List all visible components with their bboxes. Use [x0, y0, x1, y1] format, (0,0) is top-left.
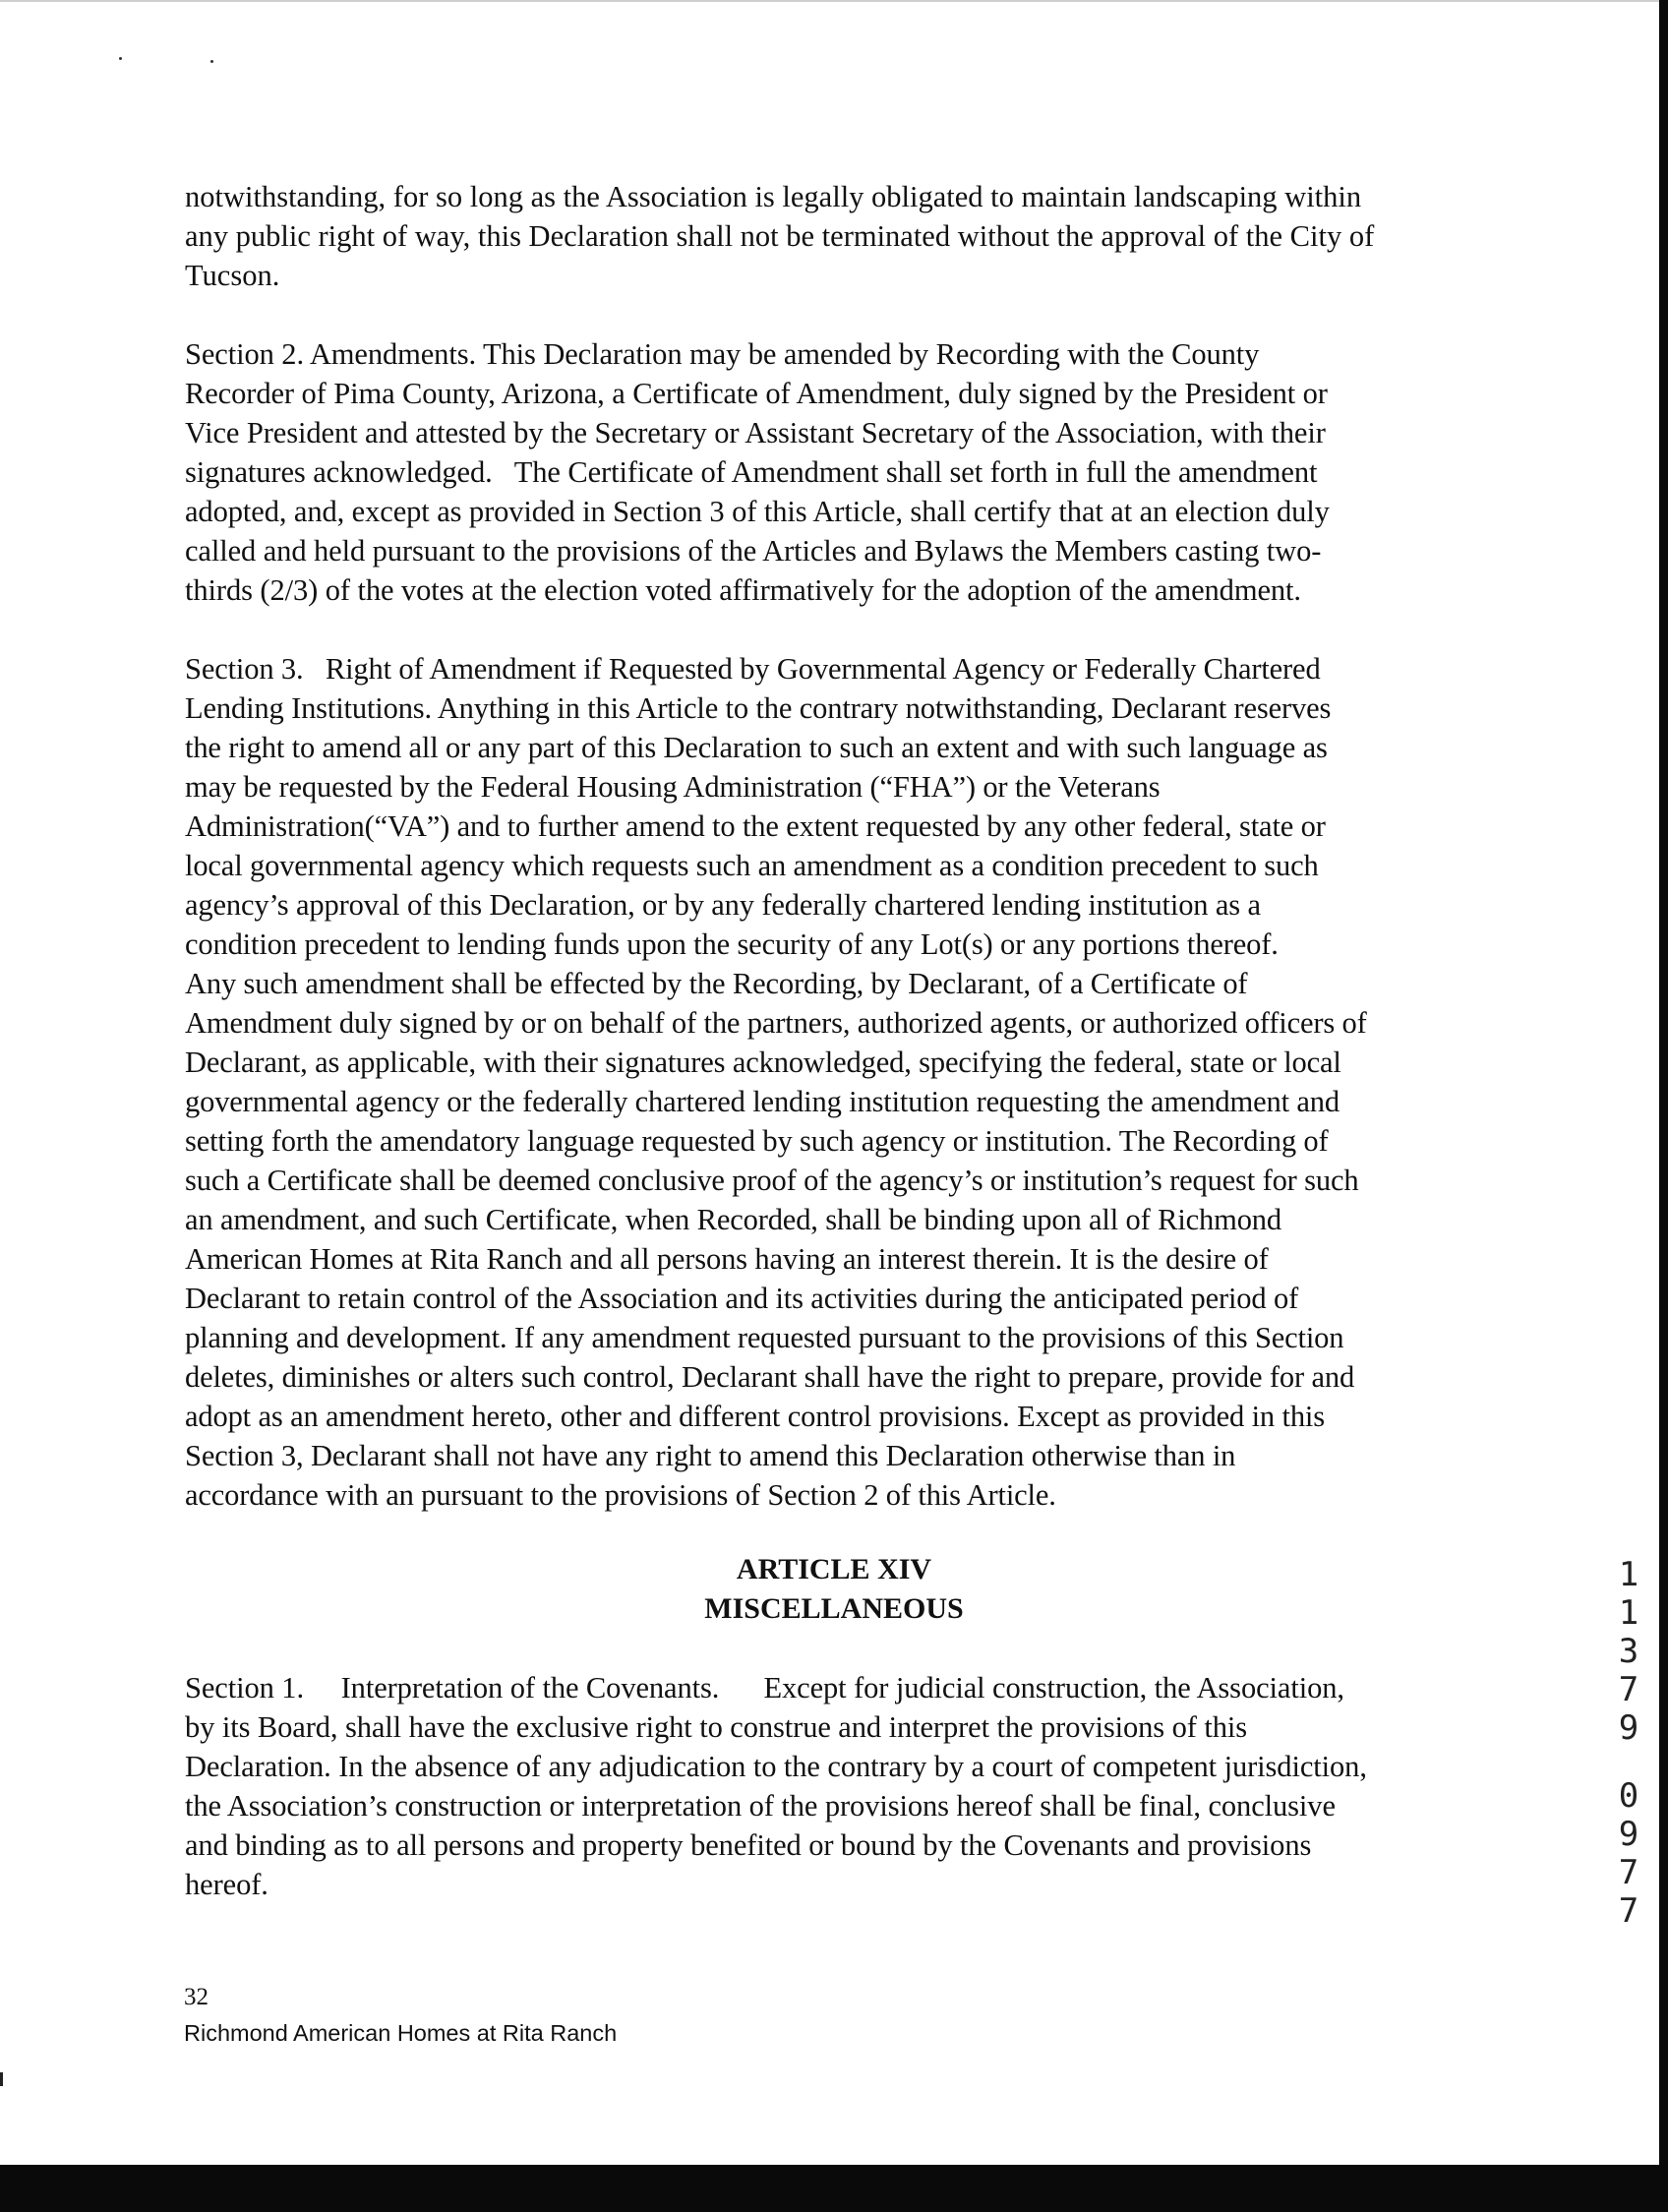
stamp-digit: 3	[1618, 1632, 1639, 1671]
text-line: Declarant to retain control of the Association and its activities during the anticipated period of	[185, 1282, 1299, 1315]
text-line: called and held pursuant to the provisions of the Articles and Bylaws the Members casting two-	[185, 534, 1322, 568]
scan-top-edge	[0, 0, 1668, 2]
document-body	[185, 177, 1503, 1943]
scan-right-border	[1659, 0, 1668, 2212]
scan-speck	[119, 57, 122, 60]
stamp-digit: 9	[1618, 1815, 1639, 1854]
text-line: agency’s approval of this Declaration, or by any federally chartered lending institution as a	[185, 888, 1261, 922]
stamp-digit: 1	[1618, 1555, 1639, 1594]
text-line: Section 3, Declarant shall not have any right to amend this Declaration otherwise than in	[185, 1439, 1236, 1472]
stamp-digit: 7	[1618, 1891, 1639, 1931]
scan-left-mark	[0, 2072, 3, 2086]
page-number: 32	[184, 1984, 208, 2010]
text-line: Declarant, as applicable, with their signatures acknowledged, specifying the federal, state or local	[185, 1046, 1341, 1079]
text-line: an amendment, and such Certificate, when Recorded, shall be binding upon all of Richmond	[185, 1203, 1282, 1236]
text-line: Amendment duly signed by or on behalf of the partners, authorized agents, or authorized officers of	[185, 1006, 1367, 1040]
text-line: thirds (2/3) of the votes at the election voted affirmatively for the adoption of the amendment.	[185, 573, 1301, 607]
paragraph-section-2-amendments	[185, 334, 1503, 610]
text-line: hereof.	[185, 1868, 268, 1901]
scan-speck	[210, 60, 213, 63]
text-line: may be requested by the Federal Housing Administration (“FHA”) or the Veterans	[185, 770, 1161, 804]
paragraph-termination	[185, 177, 1503, 295]
text-line: the Association’s construction or interpretation of the provisions hereof shall be final, conclusive	[185, 1789, 1336, 1823]
stamp-gap	[1614, 1748, 1643, 1777]
text-line: and binding as to all persons and property benefited or bound by the Covenants and provisions	[185, 1828, 1312, 1862]
text-line: local governmental agency which requests such an amendment as a condition precedent to such	[185, 849, 1319, 882]
stamp-digit: 0	[1618, 1776, 1639, 1816]
text-line: Lending Institutions. Anything in this Article to the contrary notwithstanding, Declarant reserves	[185, 691, 1332, 725]
text-line: deletes, diminishes or alters such control, Declarant shall have the right to prepare, provide for and	[185, 1360, 1355, 1394]
text-line: the right to amend all or any part of this Declaration to such an extent and with such language as	[185, 731, 1328, 764]
text-line: Recorder of Pima County, Arizona, a Certificate of Amendment, duly signed by the President or	[185, 377, 1328, 410]
text-line: notwithstanding, for so long as the Association is legally obligated to maintain landscaping within	[185, 180, 1362, 213]
text-line: Any such amendment shall be effected by the Recording, by Declarant, of a Certificate of	[185, 967, 1248, 1000]
text-line: Section 2. Amendments. This Declaration may be amended by Recording with the County	[185, 337, 1260, 371]
text-line: setting forth the amendatory language requested by such agency or institution. The Recording of	[185, 1124, 1329, 1158]
text-line: such a Certificate shall be deemed conclusive proof of the agency’s or institution’s request for such	[185, 1164, 1359, 1197]
text-line: Administration(“VA”) and to further amend to the extent requested by any other federal, state or	[185, 809, 1326, 843]
article-number: ARTICLE XIV	[736, 1553, 932, 1585]
page-footer	[184, 1980, 617, 2051]
stamp-digit: 7	[1618, 1670, 1639, 1709]
stamp-digit: 9	[1618, 1708, 1639, 1748]
recording-stamp	[1614, 1556, 1643, 1931]
text-line: Tucson.	[185, 259, 280, 292]
paragraph-section-3-right-of-amendment	[185, 649, 1503, 1515]
stamp-digit: 7	[1618, 1853, 1639, 1892]
text-line: accordance with an pursuant to the provisions of Section 2 of this Article.	[185, 1478, 1056, 1512]
text-line: planning and development. If any amendment requested pursuant to the provisions of this Section	[185, 1321, 1344, 1354]
text-line: Vice President and attested by the Secretary or Assistant Secretary of the Association, with their	[185, 416, 1326, 449]
scan-bottom-border	[0, 2165, 1668, 2212]
text-line: Section 3. Right of Amendment if Requested by Governmental Agency or Federally Chartered	[185, 652, 1321, 686]
article-title: MISCELLANEOUS	[704, 1592, 964, 1625]
text-line: adopt as an amendment hereto, other and different control provisions. Except as provided in this	[185, 1400, 1325, 1433]
stamp-digit: 1	[1618, 1593, 1639, 1633]
text-line: by its Board, shall have the exclusive right to construe and interpret the provisions of this	[185, 1710, 1248, 1744]
text-line: condition precedent to lending funds upon the security of any Lot(s) or any portions thereof.	[185, 927, 1279, 961]
text-line: any public right of way, this Declaration shall not be terminated without the approval of the City of	[185, 219, 1375, 253]
text-line: Declaration. In the absence of any adjudication to the contrary by a court of competent jurisdiction,	[185, 1750, 1367, 1783]
text-line: governmental agency or the federally chartered lending institution requesting the amendment and	[185, 1085, 1340, 1118]
text-line: signatures acknowledged. The Certificate of Amendment shall set forth in full the amendment	[185, 455, 1318, 489]
article-heading	[185, 1550, 1483, 1629]
text-line: American Homes at Rita Ranch and all persons having an interest therein. It is the desire of	[185, 1242, 1269, 1276]
footer-document-title: Richmond American Homes at Rita Ranch	[184, 2020, 618, 2046]
text-line: adopted, and, except as provided in Section 3 of this Article, shall certify that at an election duly	[185, 495, 1330, 528]
text-line: Section 1. Interpretation of the Covenants. Except for judicial construction, the Association,	[185, 1671, 1344, 1704]
paragraph-section-1-interpretation	[185, 1668, 1503, 1904]
